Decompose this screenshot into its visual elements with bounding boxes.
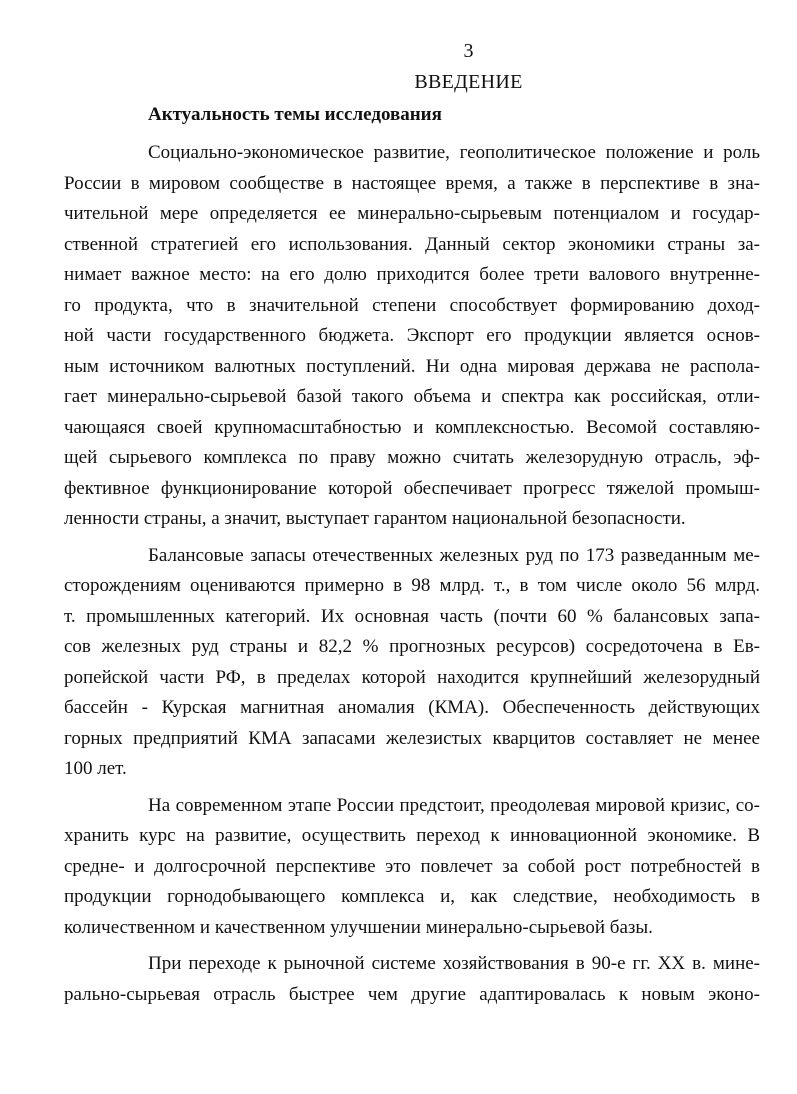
text-line: сторождениям оцениваются примерно в 98 млрд. т., в том числе около 56 млрд. [64,575,760,596]
paragraph-2 [64,541,760,785]
text-line: ной части государственного бюджета. Экспорт его продукции является основ- [64,325,760,346]
text-line: фективное функционирование которой обеспечивает прогресс тяжелой промыш- [64,477,760,499]
text-line: При переходе к рыночной системе хозяйствования в 90-е гг. XX в. мине- [148,953,760,974]
page-title: ВВЕДЕНИЕ [414,71,523,93]
text-line: количественном и качественном улучшении минерально-сырьевой базы. [64,916,653,938]
text-line: хранить курс на развитие, осуществить переход к инновационной экономике. В [64,825,760,846]
section-heading: Актуальность темы исследования [148,104,442,125]
paragraph-1 [64,138,760,535]
text-line: продукции горнодобывающего комплекса и, как следствие, необходимость в [64,886,760,907]
text-line: ственной стратегией его использования. Данный сектор экономики страны за- [64,233,760,255]
text-line: ленности страны, а значит, выступает гарантом национальной безопасности. [64,508,686,529]
text-line: нимает важное место: на его долю приходится более трети валового внутренне- [64,264,760,285]
text-line: ным источником валютных поступлений. Ни одна мировая держава не распола- [64,355,760,377]
text-line: т. промышленных категорий. Их основная часть (почти 60 % балансовых запа- [64,605,760,627]
text-line: 100 лет. [64,758,127,779]
text-line: горных предприятий КМА запасами железистых кварцитов составляет не менее [64,727,760,749]
paragraph-3 [64,791,760,944]
text-line: Социально-экономическое развитие, геополитическое положение и роль [148,142,760,163]
text-line: чительной мере определяется ее минерально-сырьевым потенциалом и государ- [64,203,760,224]
paragraph-4 [64,949,760,1010]
body-text [64,138,760,1016]
text-line: России в мировом сообществе в настоящее время, а также в перспективе в зна- [64,172,760,194]
text-line: сов железных руд страны и 82,2 % прогнозных ресурсов) сосредоточена в Ев- [64,636,760,657]
text-line: щей сырьевого комплекса по праву можно считать железорудную отрасль, эф- [64,447,760,468]
text-line: средне- и долгосрочной перспективе это повлечет за собой рост потребностей в [64,855,760,877]
text-line: На современном этапе России предстоит, преодолевая мировой кризис, со- [148,794,760,816]
text-line: бассейн - Курская магнитная аномалия (КМА). Обеспеченность действующих [64,697,760,718]
text-line: чающаяся своей крупномасштабностью и комплексностью. Весомой составляю- [64,416,760,438]
text-line: ропейской части РФ, в пределах которой находится крупнейший железорудный [64,666,760,688]
text-line: Балансовые запасы отечественных железных руд по 173 разведанным ме- [148,544,760,566]
text-line: рально-сырьевая отрасль быстрее чем другие адаптировалась к новым эконо- [64,983,760,1005]
text-line: гает минерально-сырьевой базой такого объема и спектра как российская, отли- [64,386,760,407]
text-line: го продукта, что в значительной степени способствует формированию доход- [64,294,760,316]
page-number: 3 [463,40,474,62]
